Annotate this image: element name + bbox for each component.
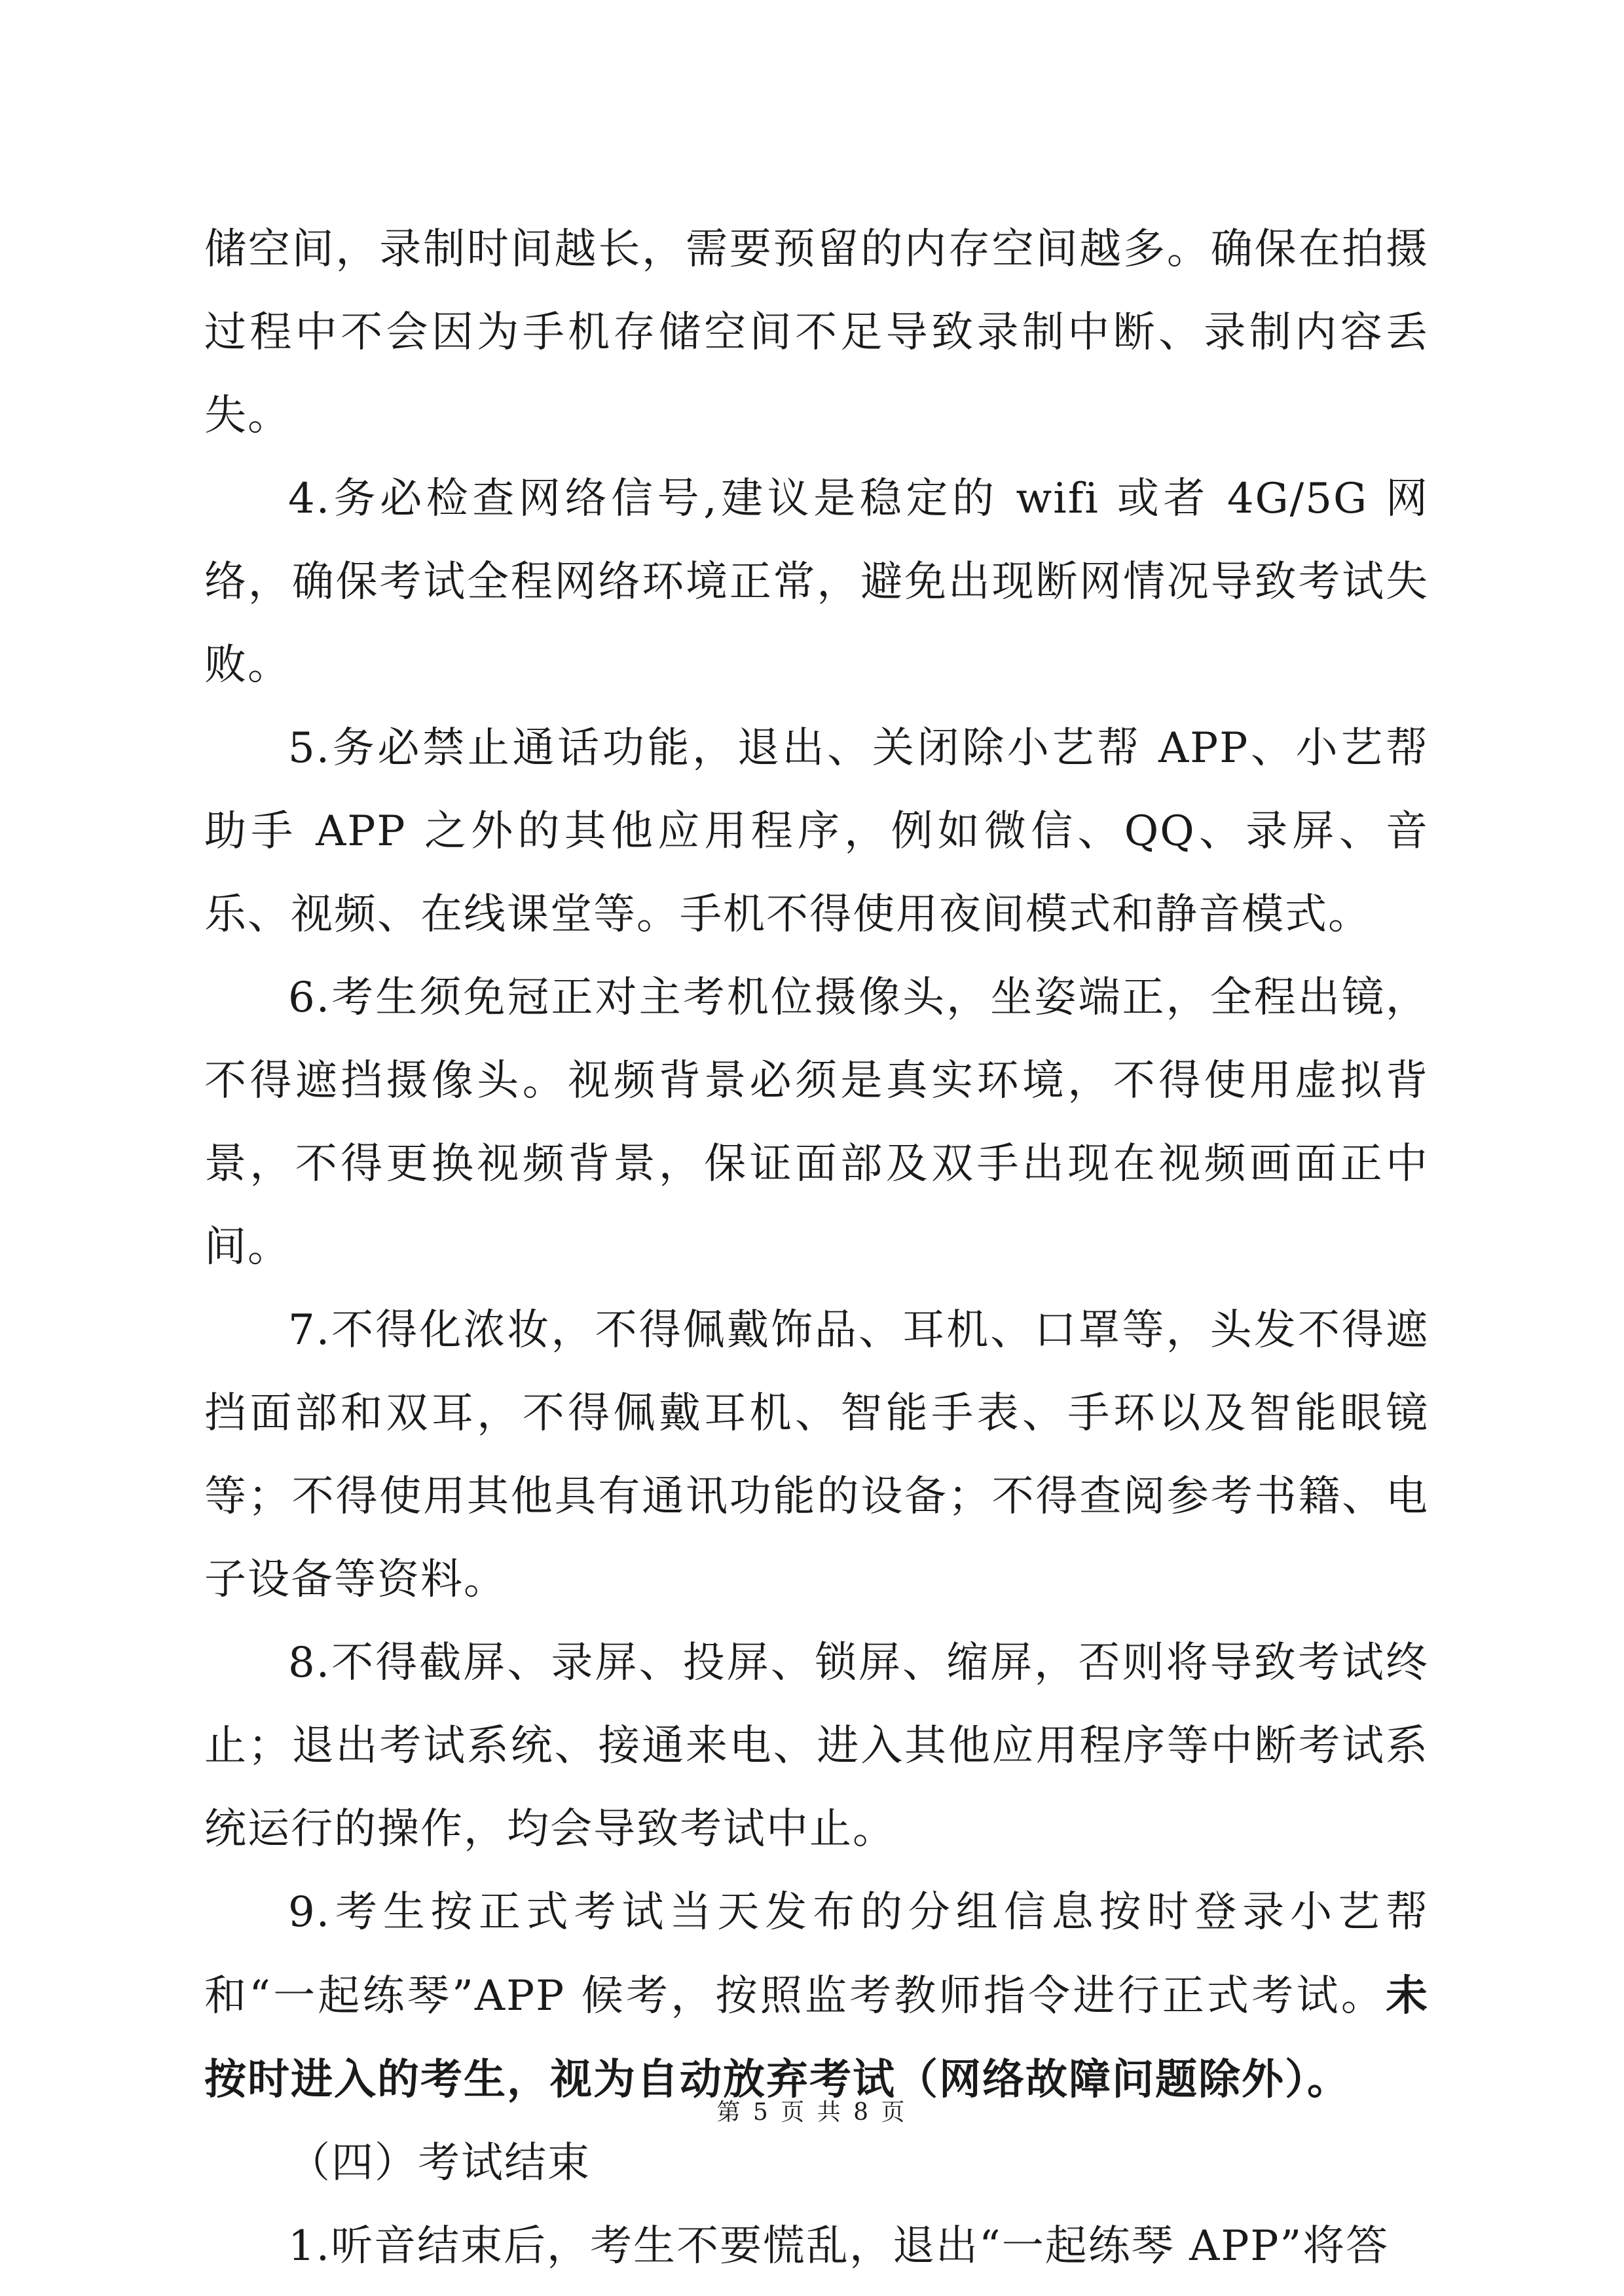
paragraph-item-4: 4.务必检查网络信号,建议是稳定的 wifi 或者 4G/5G 网络，确保考试全程网络环境正常，避免出现断网情况导致考试失败。	[204, 475, 1429, 689]
document-body	[204, 208, 1429, 2288]
page-footer: 第 5 页 共 8 页	[716, 2099, 908, 2126]
paragraph-storage-continued: 储空间，录制时间越长，需要预留的内存空间越多。确保在拍摄过程中不会因为手机存储空间不足导致录制中断、录制内容丢失。	[204, 225, 1429, 440]
section-heading-exam-end: （四）考试结束	[288, 2139, 591, 2187]
paragraph-end-item-1: 1.听音结束后，考生不要慌乱，退出“一起练琴 APP”将答	[288, 2222, 1390, 2270]
paragraph-item-9-text: 9.考生按正式考试当天发布的分组信息按时登录小艺帮和“一起练琴”APP 候考，按照监考教师指令进行正式考试。	[204, 1888, 1429, 2020]
paragraph-item-6: 6.考生须免冠正对主考机位摄像头，坐姿端正，全程出镜，不得遮挡摄像头。视频背景必须是真实环境，不得使用虚拟背景，不得更换视频背景，保证面部及双手出现在视频画面正中间。	[204, 974, 1429, 1271]
paragraph-item-8: 8.不得截屏、录屏、投屏、锁屏、缩屏，否则将导致考试终止；退出考试系统、接通来电、进入其他应用程序等中断考试系统运行的操作，均会导致考试中止。	[204, 1639, 1429, 1853]
paragraph-item-7: 7.不得化浓妆，不得佩戴饰品、耳机、口罩等，头发不得遮挡面部和双耳，不得佩戴耳机、智能手表、手环以及智能眼镜等；不得使用其他具有通讯功能的设备；不得查阅参考书籍、电子设备等资料。	[204, 1306, 1429, 1604]
paragraph-item-9-bold-text: 未按时进入的考生，视为自动放弃考试（网络故障问题除外）。	[204, 1971, 1429, 2104]
paragraph-item-9	[204, 1871, 1429, 2122]
paragraph-item-5: 5.务必禁止通话功能，退出、关闭除小艺帮 APP、小艺帮助手 APP 之外的其他应用程序，例如微信、QQ、录屏、音乐、视频、在线课堂等。手机不得使用夜间模式和静音模式。	[204, 724, 1429, 939]
